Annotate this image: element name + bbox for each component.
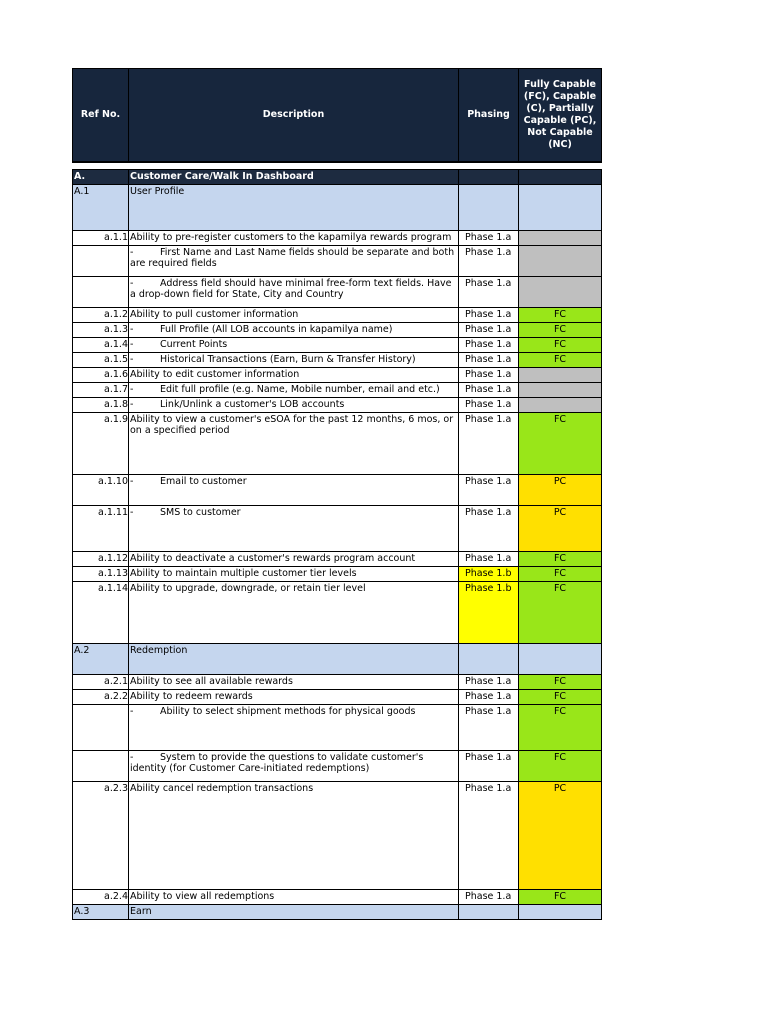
table-row [73, 581, 602, 643]
header-description: Description [129, 69, 459, 162]
bullet-dash: - [130, 398, 134, 410]
phase-cell: Phase 1.a [459, 750, 519, 781]
ref-cell: a.2.3 [73, 781, 129, 889]
description-cell: - Current Points [129, 337, 459, 352]
capability-cell [519, 184, 602, 230]
ref-cell: a.2.1 [73, 674, 129, 689]
phase-cell: Phase 1.a [459, 397, 519, 412]
capability-cell: FC [519, 566, 602, 581]
description-cell: Ability to deactivate a customer's rewards program account [129, 551, 459, 566]
table-row [73, 551, 602, 566]
table-row [73, 689, 602, 704]
table-row [73, 412, 602, 474]
description-cell: - Link/Unlink a customer's LOB accounts [129, 397, 459, 412]
ref-cell: a.1.5 [73, 352, 129, 367]
bullet-dash: - [130, 506, 134, 518]
description-cell: Ability to edit customer information [129, 367, 459, 382]
capability-cell [519, 245, 602, 276]
section-ref: A. [73, 169, 129, 184]
capability-cell: FC [519, 704, 602, 750]
description-cell: - Edit full profile (e.g. Name, Mobile number, email and etc.) [129, 382, 459, 397]
capability-cell [519, 367, 602, 382]
phase-cell: Phase 1.a [459, 307, 519, 322]
ref-cell: a.1.2 [73, 307, 129, 322]
table-row [73, 750, 602, 781]
group-row [73, 904, 602, 919]
ref-cell: a.1.10 [73, 474, 129, 505]
description-cell: - First Name and Last Name fields should be separate and both are required fields [129, 245, 459, 276]
table-row [73, 307, 602, 322]
description-cell: Redemption [129, 643, 459, 674]
phase-cell: Phase 1.a [459, 245, 519, 276]
phase-cell [459, 184, 519, 230]
capability-cell: PC [519, 474, 602, 505]
capability-cell: FC [519, 352, 602, 367]
bullet-dash: - [130, 277, 134, 289]
ref-cell [73, 704, 129, 750]
description-cell: Ability to upgrade, downgrade, or retain tier level [129, 581, 459, 643]
description-cell: Ability to maintain multiple customer tier levels [129, 566, 459, 581]
capability-cell: FC [519, 412, 602, 474]
table-row [73, 382, 602, 397]
capability-cell: FC [519, 307, 602, 322]
phase-cell: Phase 1.a [459, 412, 519, 474]
description-cell: Ability to see all available rewards [129, 674, 459, 689]
table-row [73, 505, 602, 551]
ref-cell: a.2.2 [73, 689, 129, 704]
ref-cell: a.1.14 [73, 581, 129, 643]
description-cell: Ability to redeem rewards [129, 689, 459, 704]
description-cell: - Ability to select shipment methods for physical goods [129, 704, 459, 750]
description-cell: User Profile [129, 184, 459, 230]
ref-cell: a.1.3 [73, 322, 129, 337]
description-cell: - System to provide the questions to validate customer's identity (for Customer Care-initiated redemptions) [129, 750, 459, 781]
description-cell: Ability to view all redemptions [129, 889, 459, 904]
section-header [73, 169, 602, 184]
header-phasing: Phasing [459, 69, 519, 162]
description-cell: - Full Profile (All LOB accounts in kapamilya name) [129, 322, 459, 337]
phase-cell: Phase 1.a [459, 505, 519, 551]
description-cell: Ability cancel redemption transactions [129, 781, 459, 889]
phase-cell: Phase 1.a [459, 337, 519, 352]
ref-cell: a.1.7 [73, 382, 129, 397]
capability-cell: FC [519, 674, 602, 689]
phase-cell: Phase 1.a [459, 551, 519, 566]
phase-cell: Phase 1.a [459, 367, 519, 382]
ref-cell: a.2.4 [73, 889, 129, 904]
table-row [73, 889, 602, 904]
table-row [73, 781, 602, 889]
ref-cell: a.1.9 [73, 412, 129, 474]
phase-cell: Phase 1.a [459, 382, 519, 397]
description-cell: - Historical Transactions (Earn, Burn & Transfer History) [129, 352, 459, 367]
table-row [73, 566, 602, 581]
section-phase [459, 169, 519, 184]
capability-cell [519, 397, 602, 412]
section-cap [519, 169, 602, 184]
phase-cell: Phase 1.a [459, 230, 519, 245]
ref-cell: a.1.1 [73, 230, 129, 245]
ref-cell: A.1 [73, 184, 129, 230]
ref-cell: a.1.6 [73, 367, 129, 382]
requirements-table [72, 68, 602, 920]
phase-cell: Phase 1.a [459, 889, 519, 904]
table-row [73, 322, 602, 337]
ref-cell [73, 750, 129, 781]
capability-cell [519, 643, 602, 674]
ref-cell: a.1.11 [73, 505, 129, 551]
bullet-dash: - [130, 475, 134, 487]
capability-cell [519, 904, 602, 919]
capability-cell: FC [519, 337, 602, 352]
capability-cell: PC [519, 505, 602, 551]
ref-cell [73, 245, 129, 276]
capability-cell: FC [519, 889, 602, 904]
ref-cell: a.1.13 [73, 566, 129, 581]
description-cell: Earn [129, 904, 459, 919]
phase-cell: Phase 1.a [459, 352, 519, 367]
table-row [73, 276, 602, 307]
description-cell: Ability to pull customer information [129, 307, 459, 322]
table-row [73, 397, 602, 412]
capability-cell: FC [519, 689, 602, 704]
group-row [73, 643, 602, 674]
description-cell: Ability to view a customer's eSOA for the past 12 months, 6 mos, or on a specified period [129, 412, 459, 474]
table-row [73, 367, 602, 382]
description-cell: - SMS to customer [129, 505, 459, 551]
description-cell: - Address field should have minimal free-form text fields. Have a drop-down field for State, City and Country [129, 276, 459, 307]
ref-cell: A.2 [73, 643, 129, 674]
ref-cell [73, 276, 129, 307]
phase-cell: Phase 1.a [459, 704, 519, 750]
bullet-dash: - [130, 751, 134, 763]
capability-cell: FC [519, 551, 602, 566]
table-row [73, 474, 602, 505]
bullet-dash: - [130, 383, 134, 395]
bullet-dash: - [130, 353, 134, 365]
bullet-dash: - [130, 338, 134, 350]
phase-cell [459, 643, 519, 674]
bullet-dash: - [130, 323, 134, 335]
table-row [73, 245, 602, 276]
table-row [73, 704, 602, 750]
table-row [73, 230, 602, 245]
phase-cell: Phase 1.b [459, 566, 519, 581]
header-row [73, 69, 602, 162]
ref-cell: a.1.8 [73, 397, 129, 412]
spacer-row [73, 162, 602, 170]
capability-cell: FC [519, 322, 602, 337]
capability-cell: FC [519, 581, 602, 643]
phase-cell [459, 904, 519, 919]
capability-cell: FC [519, 750, 602, 781]
phase-cell: Phase 1.b [459, 581, 519, 643]
ref-cell: A.3 [73, 904, 129, 919]
capability-cell [519, 382, 602, 397]
table-row [73, 674, 602, 689]
header-ref: Ref No. [73, 69, 129, 162]
phase-cell: Phase 1.a [459, 276, 519, 307]
capability-cell [519, 276, 602, 307]
phase-cell: Phase 1.a [459, 474, 519, 505]
capability-cell [519, 230, 602, 245]
phase-cell: Phase 1.a [459, 674, 519, 689]
capability-cell: PC [519, 781, 602, 889]
description-cell: Ability to pre-register customers to the kapamilya rewards program [129, 230, 459, 245]
ref-cell: a.1.4 [73, 337, 129, 352]
group-row [73, 184, 602, 230]
table-row [73, 337, 602, 352]
phase-cell: Phase 1.a [459, 781, 519, 889]
bullet-dash: - [130, 246, 134, 258]
ref-cell: a.1.12 [73, 551, 129, 566]
phase-cell: Phase 1.a [459, 322, 519, 337]
description-cell: - Email to customer [129, 474, 459, 505]
section-title: Customer Care/Walk In Dashboard [129, 169, 459, 184]
table-row [73, 352, 602, 367]
phase-cell: Phase 1.a [459, 689, 519, 704]
bullet-dash: - [130, 705, 134, 717]
header-capability: Fully Capable (FC), Capable (C), Partially Capable (PC), Not Capable (NC) [519, 69, 602, 162]
